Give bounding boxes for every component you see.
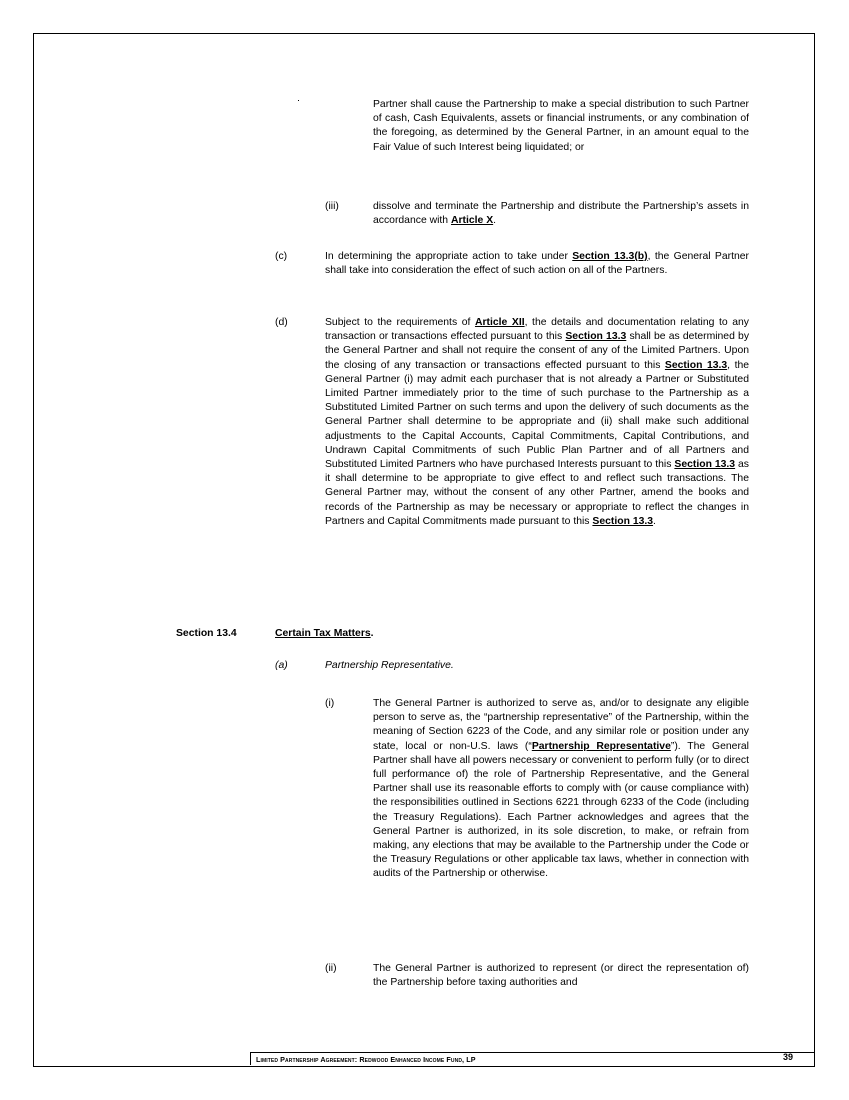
item-a-ii-label: (ii)	[325, 963, 337, 974]
item-c-label: (c)	[275, 251, 288, 262]
section-13-3b-ref[interactable]: Section 13.3(b)	[572, 251, 648, 262]
section-13-4-heading: Certain Tax Matters.	[275, 628, 374, 639]
item-iii-label: (iii)	[325, 201, 339, 212]
page-number: 39	[783, 1052, 794, 1062]
footer-title: Limited Partnership Agreement: Redwood Enhanced Income Fund, LP	[256, 1055, 476, 1064]
continuation-paragraph: Partner shall cause the Partnership to make a special distribution to such Partner of cash, Cash Equivalents, assets or financial instruments, or any combination of the foregoing, as determined by the General Partner, in an amount equal to the Fair Value of such Interest being liquidated; or	[373, 99, 749, 153]
item-a-i-paragraph: The General Partner is authorized to serve as, and/or to designate any eligible person to serve as, the “partnership representative” of the Partnership, within the meaning of Section 6223 of the Code, and any similar role or position under any state, local or non-U.S. laws (“Partnership Representative”). The General Partner shall have all powers necessary or convenient to perform fully (or to direct full performance of) the role of Partnership Representative, and the General Partner shall use its reasonable efforts to comply with (or cause compliance with) the responsibilities outlined in Sections 6221 through 6233 of the Code (including the Treasury Regulations). Each Partner acknowledges and agrees that the General Partner is authorized, in its sole discretion, to make, or refrain from making, any elections that may be available to the Partnership under the Code or the Treasury Regulations or other applicable tax laws, whether in connection with audits of the Partnership or otherwise.	[373, 698, 749, 880]
item-iii-paragraph: dissolve and terminate the Partnership and distribute the Partnership’s assets in accordance with Article X.	[373, 201, 749, 227]
section-13-4-number: Section 13.4	[176, 628, 237, 639]
item-a-title: Partnership Representative.	[325, 660, 454, 671]
item-a-label: (a)	[275, 660, 288, 671]
article-xii-ref[interactable]: Article XII	[474, 317, 525, 328]
section-13-3-ref[interactable]: Section 13.3	[592, 515, 654, 527]
item-d-label: (d)	[275, 317, 288, 328]
partnership-representative-term: Partnership Representative	[531, 740, 671, 752]
item-a-i-label: (i)	[325, 698, 335, 709]
stray-mark	[298, 100, 299, 101]
article-x-ref[interactable]: Article X	[450, 215, 494, 227]
section-13-3-ref[interactable]: Section 13.3	[565, 331, 627, 343]
item-c-paragraph: In determining the appropriate action to take under Section 13.3(b), the General Partner shall take into consideration the effect of such action on all of the Partners.	[325, 251, 749, 277]
section-13-4-title: Certain Tax Matters	[275, 628, 371, 639]
item-a-ii-paragraph: The General Partner is authorized to represent (or direct the representation of) the Partnership before taxing authorities and	[373, 963, 749, 989]
item-d-paragraph: Subject to the requirements of Article XII, the details and documentation relating to any transaction or transactions effected pursuant to this Section 13.3 shall be as determined by the General Partner and shall not require the consent of any of the Limited Partners. Upon the closing of any transaction or transactions effected pursuant to this Section 13.3, the General Partner (i) may admit each purchaser that is not already a Partner or Substituted Limited Partner immediately prior to the time of such purchase to the Partnership as a Substituted Limited Partner on such terms and upon the delivery of such documents as the General Partner shall determine to be appropriate and (ii) shall make such additional adjustments to the Capital Accounts, Capital Commitments, Capital Contributions, and Undrawn Capital Commitments of such Public Plan Partner and of all Partners and Substituted Limited Partners who have purchased Interests pursuant to this Section 13.3 as it shall determine to be appropriate to give effect to and reflect such transactions. The General Partner may, without the consent of any other Partner, amend the books and records of the Partnership as may be necessary or appropriate to reflect the changes in Partners and Capital Commitments made pursuant to this Section 13.3.	[325, 317, 750, 527]
section-13-3-ref[interactable]: Section 13.3	[674, 459, 736, 471]
document-page	[33, 33, 815, 1067]
section-13-3-ref[interactable]: Section 13.3	[664, 359, 728, 371]
